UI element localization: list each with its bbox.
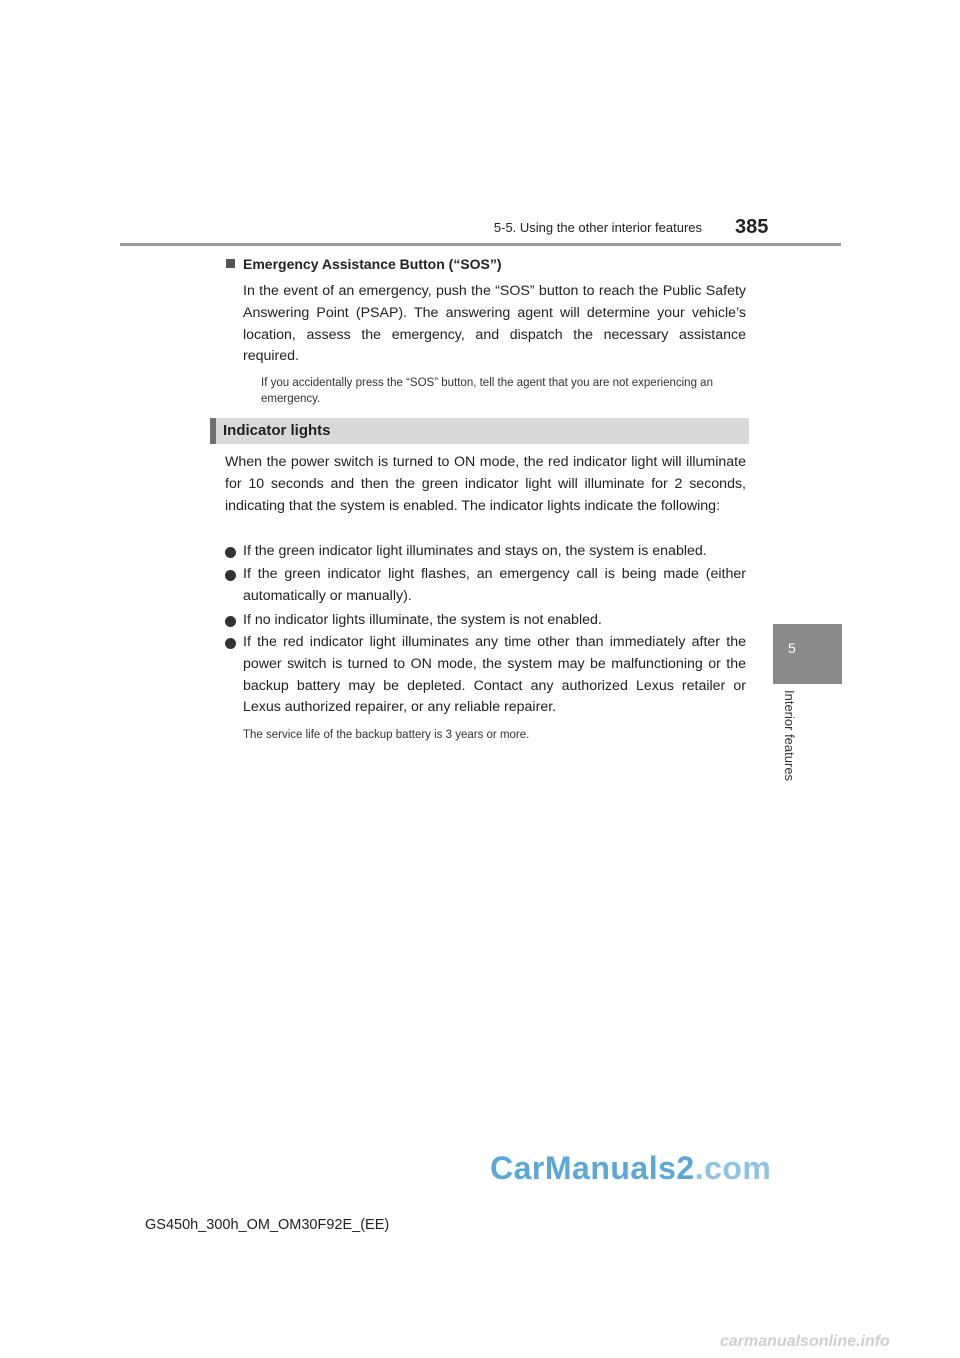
indicator-section-title: Indicator lights (223, 422, 331, 439)
watermark-suffix: .com (694, 1150, 772, 1186)
bullet-dot-icon (225, 547, 236, 558)
chapter-tab (773, 624, 842, 684)
watermark-logo (490, 1150, 771, 1187)
list-item (225, 564, 746, 608)
bullet-dot-icon (225, 570, 236, 581)
footer-document-code: GS450h_300h_OM_OM30F92E_(EE) (145, 1217, 390, 1233)
header-rule (120, 243, 841, 246)
sos-note: If you accidentally press the “SOS” button, tell the agent that you are not experiencing an emergency. (261, 377, 713, 405)
list-item-text: If the green indicator light flashes, an emergency call is being made (either automatically or manually). (243, 566, 746, 604)
list-item (225, 541, 746, 563)
sos-heading (226, 256, 502, 272)
banner-accent-bar (210, 418, 216, 444)
sos-body: In the event of an emergency, push the “SOS” button to reach the Public Safety Answering Point (PSAP). The answering agent will determine your vehicle’s location, assess the emergency, and dispatch the necessary assistance required. (243, 283, 746, 365)
square-bullet-icon (226, 259, 235, 268)
list-item (225, 632, 746, 719)
footer-site-watermark: carmanualsonline.info (720, 1333, 890, 1350)
chapter-tab-number: 5 (788, 640, 796, 656)
list-item-text: If the green indicator light illuminates and stays on, the system is enabled. (243, 543, 707, 559)
page-number: 385 (735, 216, 769, 238)
watermark-text: CarManuals2 (490, 1150, 695, 1186)
bullet-dot-icon (225, 616, 236, 627)
list-item-text: If no indicator lights illuminate, the system is not enabled. (243, 612, 602, 628)
indicator-section-banner (210, 418, 749, 444)
list-item-text: If the red indicator light illuminates any time other than immediately after the power switch is turned to ON mode, the system may be malfunctioning or the backup battery may be depleted. Contact any authorized Lexus retailer or Lexus authorized repairer, or any reliable repairer. (243, 634, 746, 716)
bullet-dot-icon (225, 638, 236, 649)
running-header-section: 5-5. Using the other interior features (493, 220, 702, 235)
list-item (225, 610, 746, 632)
indicator-intro: When the power switch is turned to ON mode, the red indicator light will illuminate for 10 seconds and then the green indicator light will illuminate for 2 seconds, indicating that the system is enabled. The indicator lights indicate the following: (225, 454, 746, 514)
chapter-tab-label-wrap (782, 690, 802, 800)
sos-heading-text: Emergency Assistance Button (“SOS”) (243, 256, 502, 272)
chapter-tab-label: Interior features (782, 690, 797, 782)
service-life-note: The service life of the backup battery is 3 years or more. (243, 729, 530, 741)
